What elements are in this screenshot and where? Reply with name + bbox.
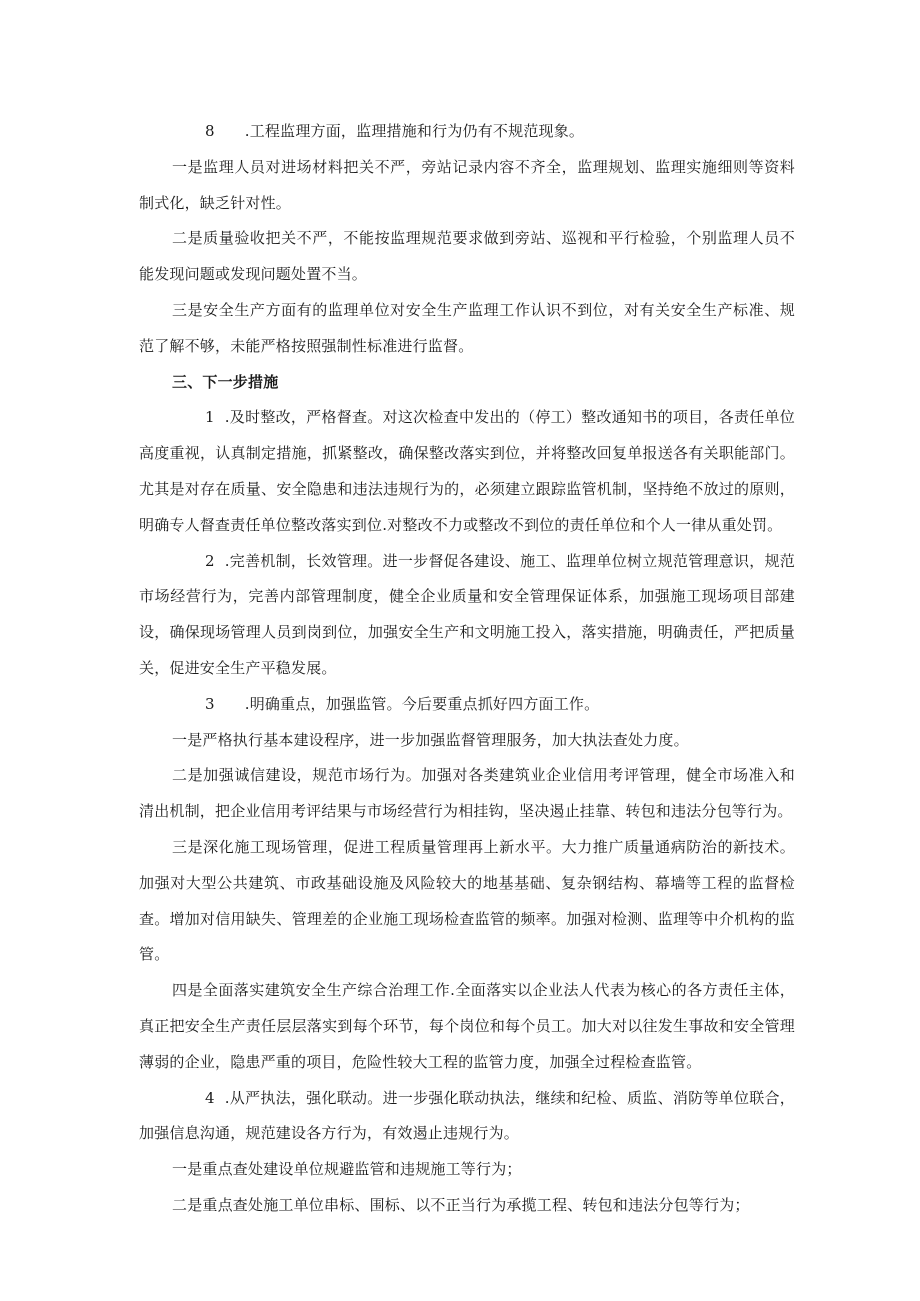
- item-text: .工程监理方面，监理措施和行为仍有不规范现象。: [244, 122, 585, 140]
- item-number: 4: [205, 1088, 215, 1107]
- item-text: .明确重点，加强监管。今后要重点抓好四方面工作。: [244, 694, 600, 713]
- item-number: 3: [205, 694, 215, 713]
- item-text: .完善机制，长效管理。进一步督促各建设、施工、监理单位树立规范管理意识，规范市场经营行为，完善内部管理制度，健全企业质量和安全管理保证体系，加强施工现场项目部建设，确保现场管理人员到岗到位，加强安全生产和文明施工投入，落实措施，明确责任，严把质量关，促进安全生产平稳发展。: [139, 551, 795, 677]
- measure-3-point-4: 四是全面落实建筑安全生产综合治理工作.全面落实以企业法人代表为核心的各方责任主体，真正把安全生产责任层层落实到每个环节，每个岗位和每个员工。加大对以往发生事故和安全管理薄弱的企业，隐患严重的项目，危险性较大工程的监管力度，加强全过程检查监管。: [139, 981, 795, 1071]
- measure-4-point-1: 一是重点查处建设单位规避监管和违规施工等行为；: [172, 1160, 522, 1179]
- item-text: .及时整改，严格督查。对这次检查中发出的（停工）整改通知书的项目，各责任单位高度重视，认真制定措施，抓紧整改，确保整改落实到位，并将整改回复单报送各有关职能部门。尤其是对存在质量、安全隐患和违法违规行为的，必须建立跟踪监管机制，坚持绝不放过的原则，明确专人督查责任单位整改落实到位.对整改不力或整改不到位的责任单位和个人一律从重处罚。: [139, 408, 795, 534]
- paragraph-first-issue: 一是监理人员对进场材料把关不严，旁站记录内容不齐全，监理规划、监理实施细则等资料制式化，缺乏针对性。: [139, 157, 795, 212]
- item-number: 8: [205, 122, 215, 140]
- measure-3-point-2: 二是加强诚信建设，规范市场行为。加强对各类建筑业企业信用考评管理，健全市场准入和清出机制，把企业信用考评结果与市场经营行为相挂钩，坚决遏止挂靠、转包和违法分包等行为。: [139, 766, 795, 821]
- item-text: .从严执法，强化联动。进一步强化联动执法，继续和纪检、质监、消防等单位联合，加强信息沟通，规范建设各方行为，有效遏止违规行为。: [139, 1088, 795, 1143]
- paragraph-second-issue: 二是质量验收把关不严，不能按监理规范要求做到旁站、巡视和平行检验，个别监理人员不能发现问题或发现问题处置不当。: [139, 229, 795, 284]
- measure-2: [139, 544, 795, 687]
- document-page: [139, 114, 795, 1224]
- section-heading: 三、下一步措施: [172, 372, 279, 391]
- measure-4: [139, 1081, 795, 1153]
- measure-3-point-1: 一是严格执行基本建设程序，进一步加强监督管理服务，加大执法查处力度。: [172, 730, 689, 749]
- measure-3-point-3: 三是深化施工现场管理，促进工程质量管理再上新水平。大力推广质量通病防治的新技术。加强对大型公共建筑、市政基础设施及风险较大的地基基础、复杂钢结构、幕墙等工程的监督检查。增加对信用缺失、管理差的企业施工现场检查监管的频率。加强对检测、监理等中介机构的监管。: [139, 837, 795, 964]
- measure-3: [139, 687, 795, 723]
- measure-4-point-2: 二是重点查处施工单位串标、围标、以不正当行为承揽工程、转包和违法分包等行为；: [172, 1195, 750, 1214]
- measure-1: [139, 400, 795, 543]
- item-number: 2: [205, 551, 215, 570]
- item-number: 1: [205, 408, 215, 427]
- paragraph-supervision-issues: [139, 114, 795, 150]
- paragraph-third-issue: 三是安全生产方面有的监理单位对安全生产监理工作认识不到位，对有关安全生产标准、规范了解不够，未能严格按照强制性标准进行监督。: [139, 300, 795, 355]
